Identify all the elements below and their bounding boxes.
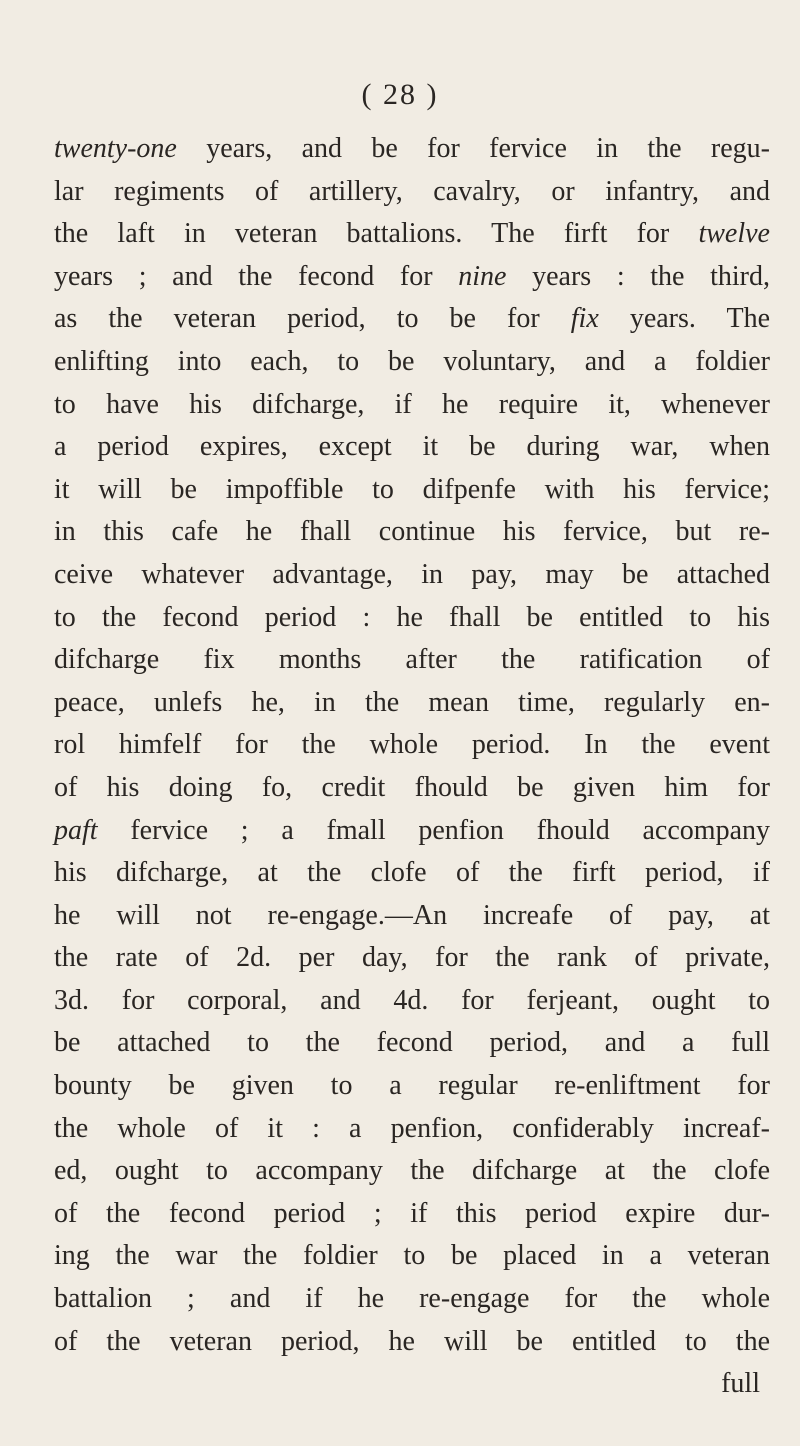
- text-segment: of his doing fo, credit fhould be given him for: [54, 771, 770, 803]
- text-segment: peace, unlefs he, in the mean time, regularly en-: [54, 686, 770, 718]
- text-segment: the whole of it : a penfion, confiderably increaf-: [54, 1112, 770, 1144]
- italic-text: paft: [54, 814, 98, 846]
- text-segment: his difcharge, at the clofe of the firft period, if: [54, 857, 770, 889]
- text-segment: bounty be given to a regular re-enliftment for: [54, 1070, 770, 1102]
- text-segment: years : the third,: [506, 260, 770, 292]
- text-line: [54, 256, 770, 299]
- text-line: [54, 1022, 770, 1065]
- text-segment: he will not re-engage.—An increafe of pay, at: [54, 899, 770, 931]
- text-segment: fervice ; a fmall penfion fhould accompany: [97, 814, 770, 846]
- italic-text: twenty-one: [54, 133, 177, 164]
- text-segment: ceive whatever advantage, in pay, may be attached: [54, 558, 770, 590]
- text-line: [54, 767, 770, 810]
- text-line: [54, 1278, 770, 1321]
- text-line: [54, 852, 770, 895]
- text-line: [54, 1363, 770, 1406]
- text-segment: in this cafe he fhall continue his fervice, but re-: [54, 516, 770, 548]
- text-line: [54, 1150, 770, 1193]
- text-segment: difcharge fix months after the ratification of: [54, 644, 770, 676]
- text-line: [54, 1108, 770, 1151]
- text-segment: years. The: [598, 303, 770, 335]
- text-segment: it will be impoffible to difpenfe with his fervice;: [54, 473, 770, 505]
- text-segment: to have his difcharge, if he require it, whenever: [54, 388, 770, 420]
- text-line: [54, 597, 770, 640]
- text-segment: years ; and the fecond for: [54, 260, 459, 292]
- text-line: [54, 682, 770, 725]
- italic-text: twelve: [698, 218, 770, 250]
- text-line: [54, 1235, 770, 1278]
- text-segment: years, and be for fervice in the regu-: [176, 133, 770, 164]
- text-line: [54, 724, 770, 767]
- text-segment: to the fecond period : he fhall be entitled to his: [54, 601, 770, 633]
- italic-text: nine: [458, 260, 507, 292]
- text-line: [54, 554, 770, 597]
- text-line: [54, 980, 770, 1023]
- text-segment: of the veteran period, he will be entitled to the: [54, 1325, 770, 1357]
- body-text: [54, 128, 770, 1406]
- text-line: [54, 469, 770, 512]
- text-segment: rol himfelf for the whole period. In the event: [54, 729, 770, 761]
- text-segment: battalion ; and if he re-engage for the whole: [54, 1283, 770, 1315]
- text-line: [54, 426, 770, 469]
- text-line: [54, 937, 770, 980]
- text-line: [54, 1193, 770, 1236]
- text-line: [54, 341, 770, 384]
- text-segment: full: [721, 1368, 760, 1400]
- text-segment: ing the war the foldier to be placed in a veteran: [54, 1240, 770, 1272]
- text-segment: the rate of 2d. per day, for the rank of private,: [54, 942, 770, 974]
- text-line: [54, 298, 770, 341]
- text-line: [54, 171, 770, 214]
- text-segment: lar regiments of artillery, cavalry, or infantry, and: [54, 175, 770, 207]
- text-line: [54, 128, 770, 171]
- text-segment: ed, ought to accompany the difcharge at the clofe: [54, 1155, 770, 1187]
- text-segment: a period expires, except it be during war, when: [54, 431, 770, 463]
- text-segment: 3d. for corporal, and 4d. for ferjeant, ought to: [54, 984, 770, 1016]
- italic-text: fix: [570, 303, 599, 335]
- text-line: [54, 384, 770, 427]
- text-line: [54, 1321, 770, 1364]
- text-line: [54, 810, 770, 853]
- text-segment: enlifting into each, to be voluntary, and a foldier: [54, 345, 770, 377]
- text-segment: as the veteran period, to be for: [54, 303, 571, 335]
- text-segment: of the fecond period ; if this period expire dur-: [54, 1197, 770, 1229]
- text-line: [54, 511, 770, 554]
- text-line: [54, 1065, 770, 1108]
- page-number: ( 28 ): [361, 78, 439, 111]
- text-segment: be attached to the fecond period, and a full: [54, 1027, 770, 1059]
- text-segment: the laft in veteran battalions. The firft for: [54, 218, 699, 250]
- text-line: [54, 213, 770, 256]
- text-line: [54, 895, 770, 938]
- text-line: [54, 639, 770, 682]
